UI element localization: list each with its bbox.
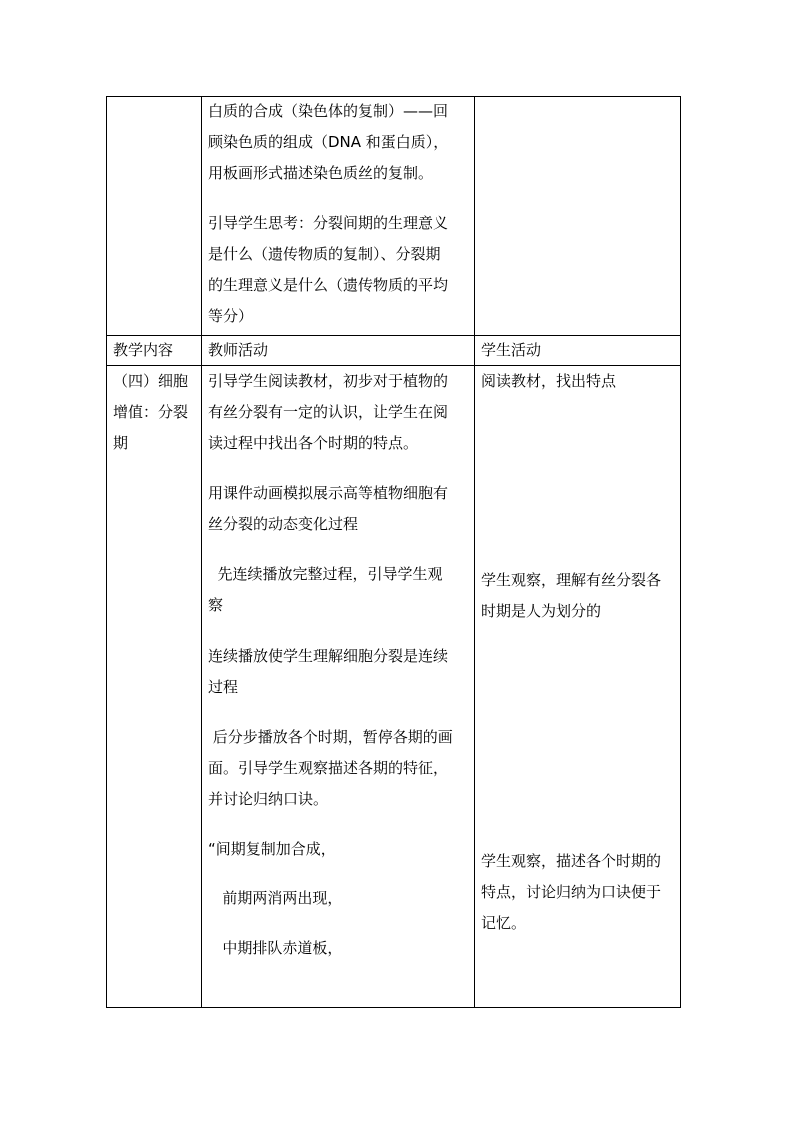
header-student-activity: 学生活动 — [481, 341, 542, 359]
mnemonic-line: 前期两消两出现， — [208, 889, 343, 907]
header-teacher-activity: 教师活动 — [208, 341, 269, 359]
header-teaching-content: 教学内容 — [113, 341, 174, 359]
teacher-paragraph: 先连续播放完整过程，引导学生观 察 — [208, 565, 443, 614]
student-activity-paragraph: 学生观察，描述各个时期的 特点，讨论归纳为口诀便于 记忆。 — [481, 852, 662, 932]
table-row-divider-1 — [106, 335, 681, 336]
table-divider-col2 — [474, 96, 475, 1008]
mnemonic-line: 中期排队赤道板， — [208, 939, 343, 957]
table-border-bottom — [106, 1007, 681, 1008]
mnemonic-line: “间期复制加合成， — [208, 840, 336, 858]
table-border-right — [680, 96, 681, 1008]
table-border-left — [106, 96, 107, 1008]
teaching-content-cell: （四）细胞 增值：分裂 期 — [113, 372, 189, 452]
table-divider-col1 — [201, 96, 202, 1008]
student-activity-paragraph: 学生观察，理解有丝分裂各 时期是人为划分的 — [481, 571, 662, 620]
teacher-paragraph: 连续播放使学生理解细胞分裂是连续 过程 — [208, 647, 449, 696]
teacher-activity-continued-paragraph: 白质的合成（染色体的复制）——回 顾染色质的组成（DNA 和蛋白质）， 用板画形式描述染色质丝的复制。 — [208, 102, 449, 182]
teacher-paragraph: 用课件动画模拟展示高等植物细胞有 丝分裂的动态变化过程 — [208, 484, 449, 533]
teacher-paragraph: 后分步播放各个时期，暂停各期的画 面。引导学生观察描述各期的特征， 并讨论归纳口诀。 — [208, 728, 453, 808]
teacher-activity-significance-paragraph: 引导学生思考：分裂间期的生理意义 是什么（遗传物质的复制）、分裂期 的生理意义是什么（遗传物质的平均 等分） — [208, 214, 449, 325]
teacher-paragraph: 引导学生阅读教材，初步对于植物的 有丝分裂有一定的认识，让学生在阅 读过程中找出各个时期的特点。 — [208, 372, 449, 452]
student-activity-paragraph: 阅读教材，找出特点 — [481, 372, 617, 390]
